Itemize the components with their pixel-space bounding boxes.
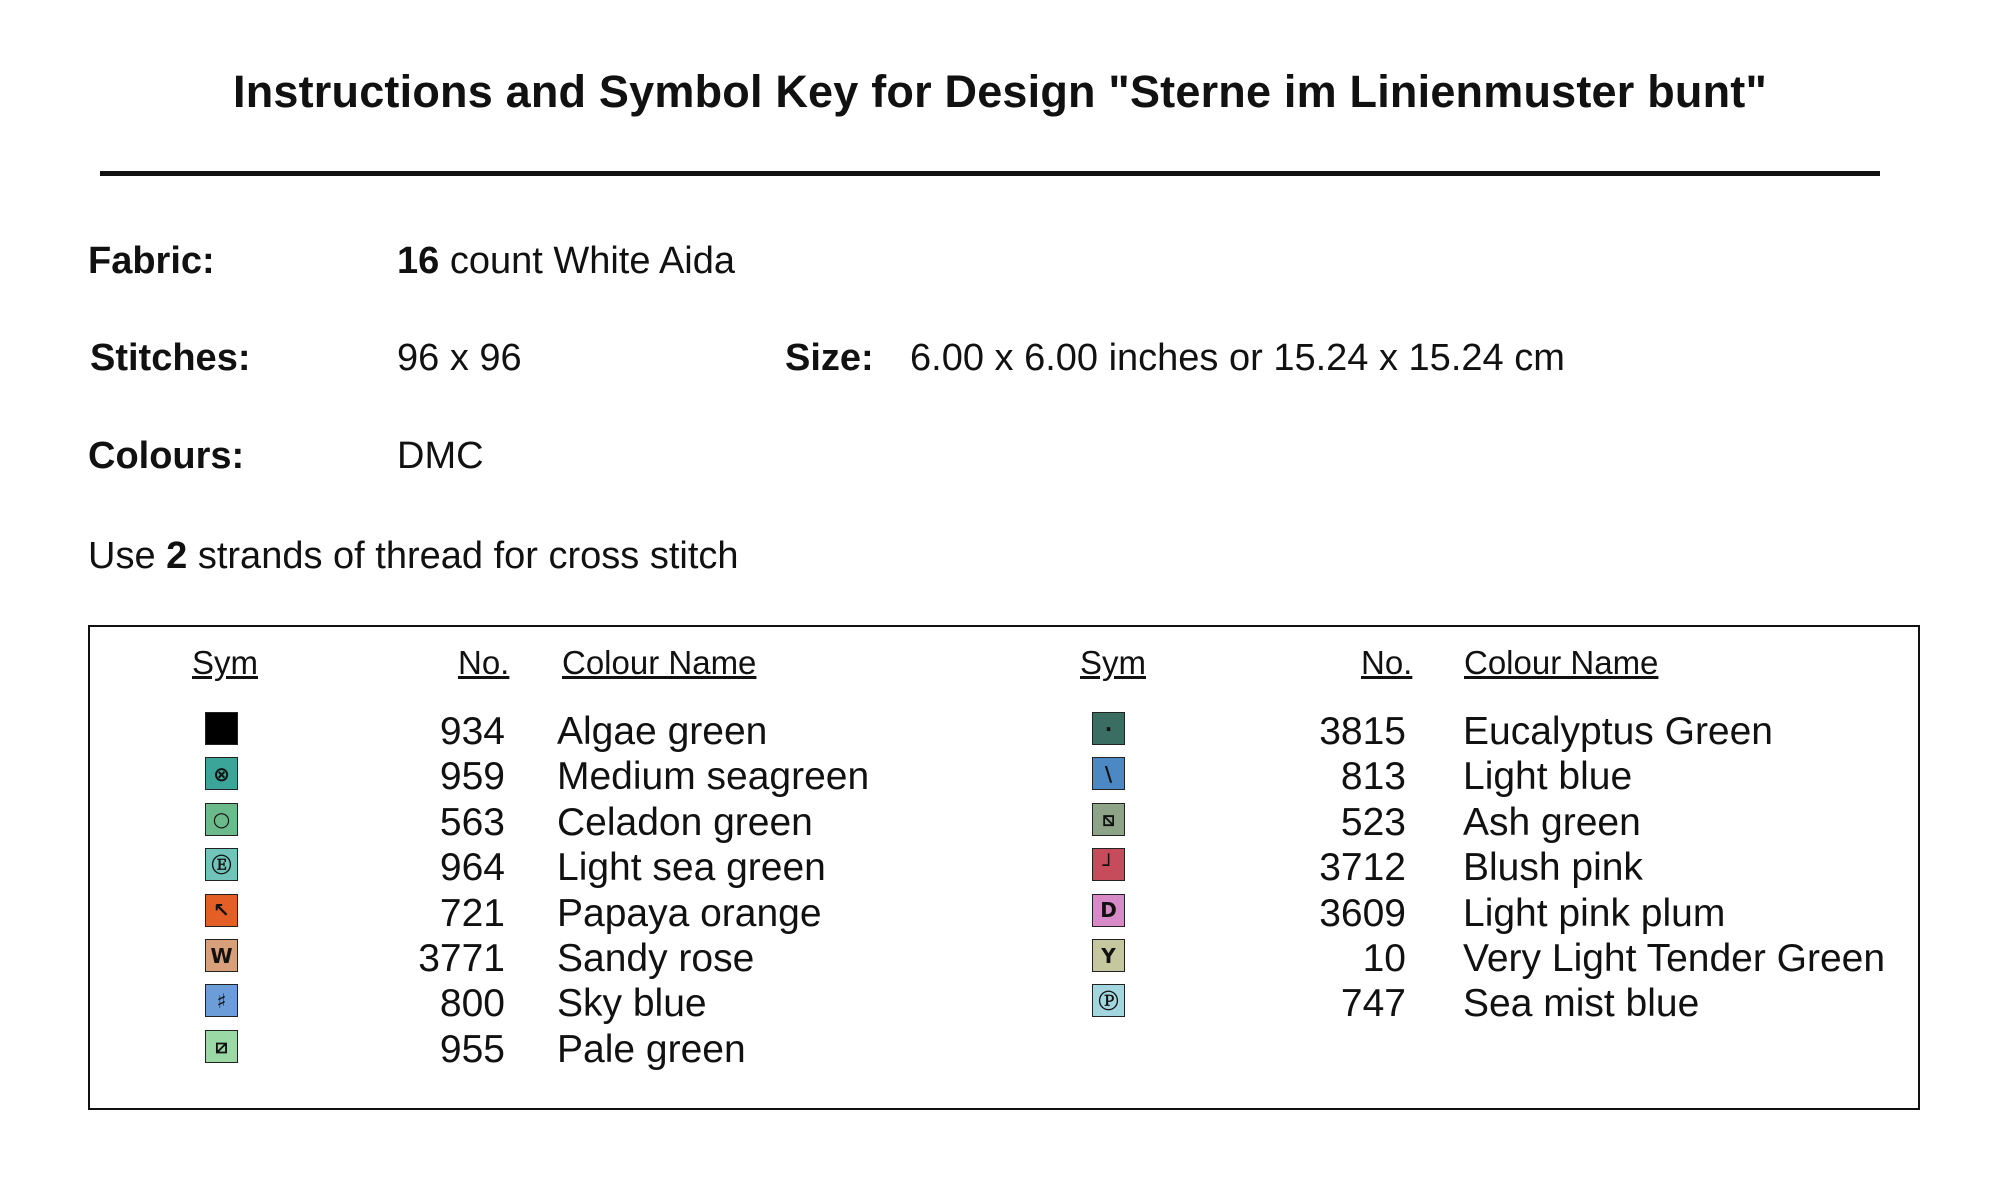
colour-name: Light sea green: [557, 846, 826, 890]
colour-name: Ash green: [1463, 800, 1641, 844]
colour-name: Eucalyptus Green: [1463, 710, 1774, 753]
slashed-square-icon: ⧄: [205, 1030, 238, 1063]
dmc-number: 3815: [1319, 710, 1406, 753]
key-row: [90, 892, 1918, 937]
arrow-icon: ↖: [205, 894, 238, 927]
colour-name: Pale green: [557, 1027, 746, 1071]
fabric-text: count White Aida: [449, 240, 736, 282]
size-value: 6.00 x 6.00 inches or 15.24 x 15.24 cm: [910, 337, 1565, 379]
key-row: [90, 937, 1918, 982]
key-row: [90, 710, 1918, 755]
dmc-number: 800: [439, 982, 505, 1026]
colour-name: Celadon green: [557, 800, 813, 844]
backslash-icon: \: [1092, 757, 1125, 790]
colour-name: Medium seagreen: [557, 755, 870, 799]
dmc-number: 934: [439, 710, 505, 753]
title-divider: [100, 171, 1880, 176]
filled-square-icon: ■: [205, 712, 238, 745]
strands-count: 2: [166, 535, 188, 577]
key-row: [90, 1028, 1918, 1073]
colour-name: Light pink plum: [1463, 891, 1726, 935]
dmc-number: 3712: [1319, 846, 1406, 890]
key-row: [90, 755, 1918, 800]
symbol-key-table: [88, 625, 1920, 1110]
stitches-label: Stitches:: [90, 337, 251, 379]
key-row: [90, 982, 1918, 1027]
d-letter-icon: D: [1092, 894, 1125, 927]
dmc-number: 747: [1340, 982, 1406, 1026]
header-colour-name-right: Colour Name: [1464, 644, 1659, 681]
hash-icon: ♯: [205, 984, 238, 1017]
stitches-value: 96 x 96: [397, 337, 522, 379]
circled-x-icon: ⊗: [205, 757, 238, 790]
slashed-square-icon: ⧅: [1092, 803, 1125, 836]
dmc-number: 3609: [1319, 891, 1406, 935]
circle-icon: ○: [205, 803, 238, 836]
colour-name: Sky blue: [557, 982, 707, 1026]
colour-name: Sandy rose: [557, 937, 755, 980]
dmc-number: 721: [439, 891, 505, 935]
colour-name: Light blue: [1463, 755, 1633, 799]
dmc-number: 563: [439, 800, 505, 844]
circled-e-icon: Ⓔ: [205, 848, 238, 881]
header-sym-left: Sym: [192, 644, 258, 681]
strands-suffix: strands of thread for cross stitch: [197, 535, 739, 577]
colour-name: Papaya orange: [557, 891, 822, 935]
w-letter-icon: W: [205, 939, 238, 972]
dmc-number: 959: [439, 755, 505, 799]
colour-name: Algae green: [557, 710, 768, 753]
dmc-number: 10: [1362, 937, 1406, 980]
colour-name: Blush pink: [1463, 846, 1643, 890]
header-colour-name-left: Colour Name: [562, 644, 757, 681]
colour-name: Sea mist blue: [1463, 982, 1700, 1026]
key-row: [90, 846, 1918, 891]
dmc-number: 964: [439, 846, 505, 890]
fabric-label: Fabric:: [88, 240, 215, 282]
fabric-count: 16: [397, 240, 440, 282]
colour-name: Very Light Tender Green: [1463, 937, 1886, 980]
dmc-number: 955: [439, 1027, 505, 1071]
dmc-number: 523: [1340, 800, 1406, 844]
size-label: Size:: [785, 337, 874, 379]
dmc-number: 813: [1340, 755, 1406, 799]
strands-instruction: [88, 535, 739, 578]
y-letter-icon: Y: [1092, 939, 1125, 972]
colours-label: Colours:: [88, 435, 245, 477]
strands-prefix: Use: [88, 535, 156, 577]
dmc-number: 3771: [418, 937, 505, 980]
circled-p-icon: Ⓟ: [1092, 984, 1125, 1017]
key-row: [90, 801, 1918, 846]
colours-value: DMC: [397, 435, 484, 477]
fabric-value: [397, 240, 735, 283]
corner-icon: ┘: [1092, 848, 1125, 881]
header-no-left: No.: [458, 644, 510, 681]
header-no-right: No.: [1361, 644, 1413, 681]
page-title: Instructions and Symbol Key for Design "Sterne im Linienmuster bunt": [233, 66, 1767, 117]
dot-icon: ·: [1092, 712, 1125, 745]
header-sym-right: Sym: [1080, 644, 1146, 681]
